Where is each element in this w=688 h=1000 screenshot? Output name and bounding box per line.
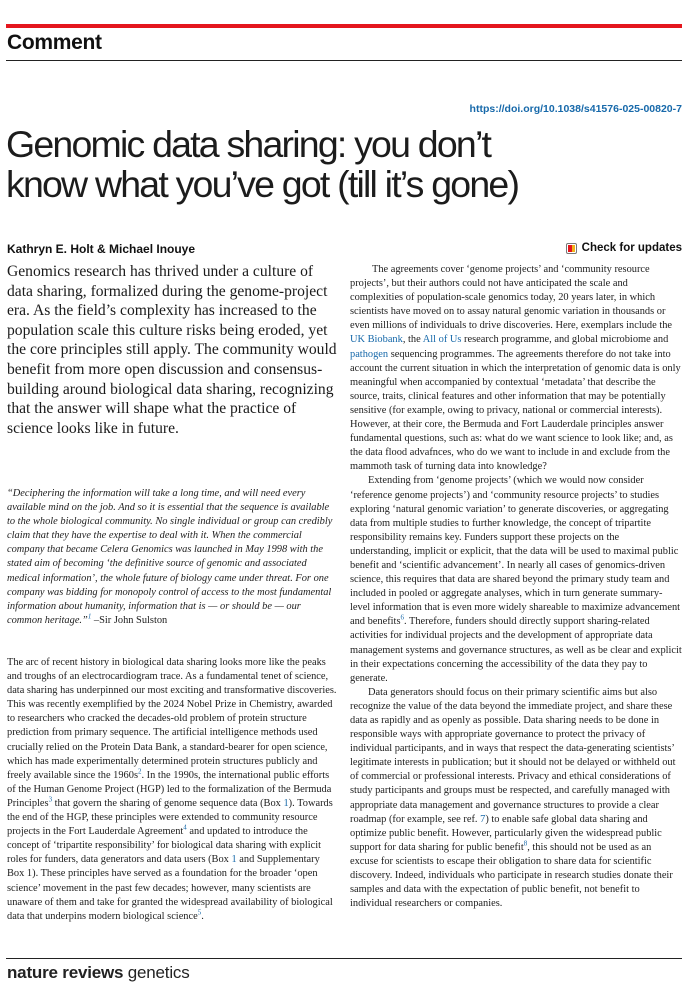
pathogen-link[interactable]: pathogen bbox=[350, 348, 389, 360]
article-title bbox=[6, 124, 676, 204]
ref-link-4[interactable]: 4 bbox=[183, 823, 187, 832]
body-paragraph-intro bbox=[7, 656, 338, 924]
title-line-2: know what you’ve got (till it’s gone) bbox=[6, 163, 519, 205]
body-text: and Supplementary Box 1). These principles have served as a foundation for the broader ‘open science’ movement in the past few decades; however, many scientists are unaware of them and take for granted the widespread availability of biological data that underpins modern biological science bbox=[7, 854, 333, 922]
body-text: sequencing programmes. The agreements therefore do not take into account the current situation in which the interpretation of genomic data is only meaningful when accompanied by contextual ‘metadata’ that describe the source, traits, clinical features and other information that may be potentially sensitive (for example, owing to privacy, national or commercial interests). However, at their core, the Bermuda and Fort Lauderdale principles answer fundamental questions, such as: what do we want science to look like; and, as the data flood advafnces, who do we want to include in and exclude from the mammoth task of turning data into knowledge? bbox=[350, 348, 681, 473]
body-paragraph-generators bbox=[350, 686, 682, 912]
check-updates-label: Check for updates bbox=[581, 242, 682, 254]
title-line-1: Genomic data sharing: you don’t bbox=[6, 123, 491, 165]
body-text: . In the 1990s, the international public efforts of the Human Genome Project (HGP) led to the formalization of the Bermuda Principles bbox=[7, 769, 332, 809]
ref-link-7[interactable]: 7 bbox=[480, 813, 486, 825]
body-text: , this should not be used as an excuse for scientists to escape their obligation to share data for scientific discovery. Indeed, individuals who participate in research studies donate their samples and data with the expectation of public benefit, not benefit to individual researchers or companies. bbox=[350, 841, 673, 910]
ref-link-6[interactable]: 6 bbox=[400, 613, 404, 622]
body-text: The arc of recent history in biological data sharing looks more like the peaks and troughs of an electrocardiogram trace. As a fundamental tenet of science, data sharing has underpinned our most exciting and transformative discoveries. This was recently exemplified by the 2024 Nobel Prize in Chemistry, awarded to researchers who cracked the decades-old problem of protein structure prediction from primary sequence. The artificial intelligence methods used crucially relied on the Protein Data Bank, a standard-bearer for open science, which has made experimentally determined protein structures publicly and freely available since the 1960s bbox=[7, 657, 337, 781]
body-text: . bbox=[201, 910, 204, 922]
epigraph-quote bbox=[7, 487, 338, 628]
body-text: Data generators should focus on their primary scientific aims but also recognize the value of the data beyond the immediate project, and share these data as rapidly and as openly as possible. Data sharing needs to be done in responsible ways with appropriate governance to protect the privacy of individual participants, and in ways that respect the data-generating scientists’ legitimate interests in publication; but it should not be delayed or withheld out of commercial or professional interests. Privacy and ethical considerations of study participants and groups must be respected, and carefully managed with appropriate data management and governance structures to provide a clear roadmap (for example, see ref. bbox=[350, 686, 676, 825]
body-text: , the bbox=[402, 334, 423, 346]
ref-link-2[interactable]: 2 bbox=[137, 767, 142, 776]
quote-ref-link[interactable]: 1 bbox=[87, 612, 92, 621]
box-1-link[interactable]: 1 bbox=[231, 854, 237, 866]
journal-name-rest: genetics bbox=[123, 963, 190, 982]
quote-attribution: –Sir John Sulston bbox=[91, 614, 168, 626]
standfirst: Genomics research has thrived under a culture of data sharing, formalized during the genome-project era. As the field’s complexity has increased to the population scale this culture risks being eroded, yet the core principles still apply. The community would benefit from more open discussion and consensus-building around biological data sharing, recognizing that the answer will shape what the practice of science looks like in future. bbox=[7, 263, 337, 437]
ref-link-8[interactable]: 8 bbox=[523, 839, 528, 848]
all-of-us-link[interactable]: All of Us bbox=[422, 334, 462, 346]
ref-link-3[interactable]: 3 bbox=[48, 795, 53, 804]
section-label: Comment bbox=[7, 31, 102, 54]
body-text: Extending from ‘genome projects’ (which we would now consider ‘reference genome projects’) and ‘community resource projects’ to studies exploring ‘natural genomic variation’ to generate discoveries, or aggregating data from multiple studies to further knowledge, the concept of tripartite responsibility remains key. Funders support these projects on the understanding, implicit or explicit, that the data will be used to maximal public benefit and ‘scientific advancement’. In nearly all cases of genomics-driven science, this requires that data are shared beyond the primary study team and included in pooled or aggregate analyses, which in turn generate summary-level information that is even more widely shareable to maximize advancement and benefits bbox=[350, 475, 681, 628]
box-1-link[interactable]: 1 bbox=[283, 797, 289, 809]
ref-link-5[interactable]: 5 bbox=[197, 908, 202, 917]
body-text: ). Towards the end of the HGP, these principles were extended to community resource projects in the Fort Lauderdale Agreement bbox=[7, 797, 333, 838]
footer-divider bbox=[6, 958, 682, 959]
journal-name-bold: nature reviews bbox=[7, 963, 124, 982]
body-text: The agreements cover ‘genome projects’ and ‘community resource projects’, but their authors could not have anticipated the scale and complexities of population-scale genomics today, 20 years later, in which scientists have moved on to assay natural genomic variation in thousands or even millions of individuals to drive discoveries. Here, exemplars include the bbox=[350, 264, 673, 332]
body-text: and updated to introduce the concept of ‘tripartite responsibility’ for biological data sharing with explicit roles for funders, data generators and data users (Box bbox=[7, 826, 322, 866]
journal-footer bbox=[7, 963, 190, 983]
check-updates-icon bbox=[566, 243, 577, 254]
author-list: Kathryn E. Holt & Michael Inouye bbox=[7, 242, 196, 256]
header-accent-bar bbox=[6, 24, 682, 28]
body-text: ) to enable safe global data sharing and optimize public benefit. However, particularly given the widespread public support for data sharing for public benefit bbox=[350, 813, 662, 853]
right-column bbox=[350, 263, 682, 911]
body-text: . Therefore, funders should directly support sharing-related activities for individual projects and the development of appropriate data management systems and governance structures, as well as be clear and explicit in their expectations concerning the accessibility of the data they pay to generate. bbox=[350, 616, 682, 684]
quote-text: “Deciphering the information will take a long time, and will need every available mind on the job. And so it is essential that the sequence is available to the whole biological community. No single individual or group can credibly claim that they have the expertise to deal with it. When the commercial company that became Celera Genomics was launched in May 1998 with the stated aim of becoming ‘the definitive source of genomic and associated medical information’, the whole future of biology came under threat. For one company was bidding for monopoly control of access to the most fundamental information about humanity, information that is — or should be — our common heritage.” bbox=[7, 488, 333, 626]
check-updates-button[interactable] bbox=[566, 242, 682, 254]
body-paragraph-funders bbox=[350, 474, 682, 685]
body-text: that govern the sharing of genome sequence data (Box bbox=[52, 797, 284, 809]
uk-biobank-link[interactable]: UK Biobank bbox=[350, 334, 403, 346]
header-divider bbox=[6, 60, 682, 61]
body-text: research programme, and global microbiome and bbox=[461, 334, 669, 346]
doi-link[interactable]: https://doi.org/10.1038/s41576-025-00820-7 bbox=[469, 103, 682, 115]
body-paragraph-agreements bbox=[350, 263, 682, 474]
